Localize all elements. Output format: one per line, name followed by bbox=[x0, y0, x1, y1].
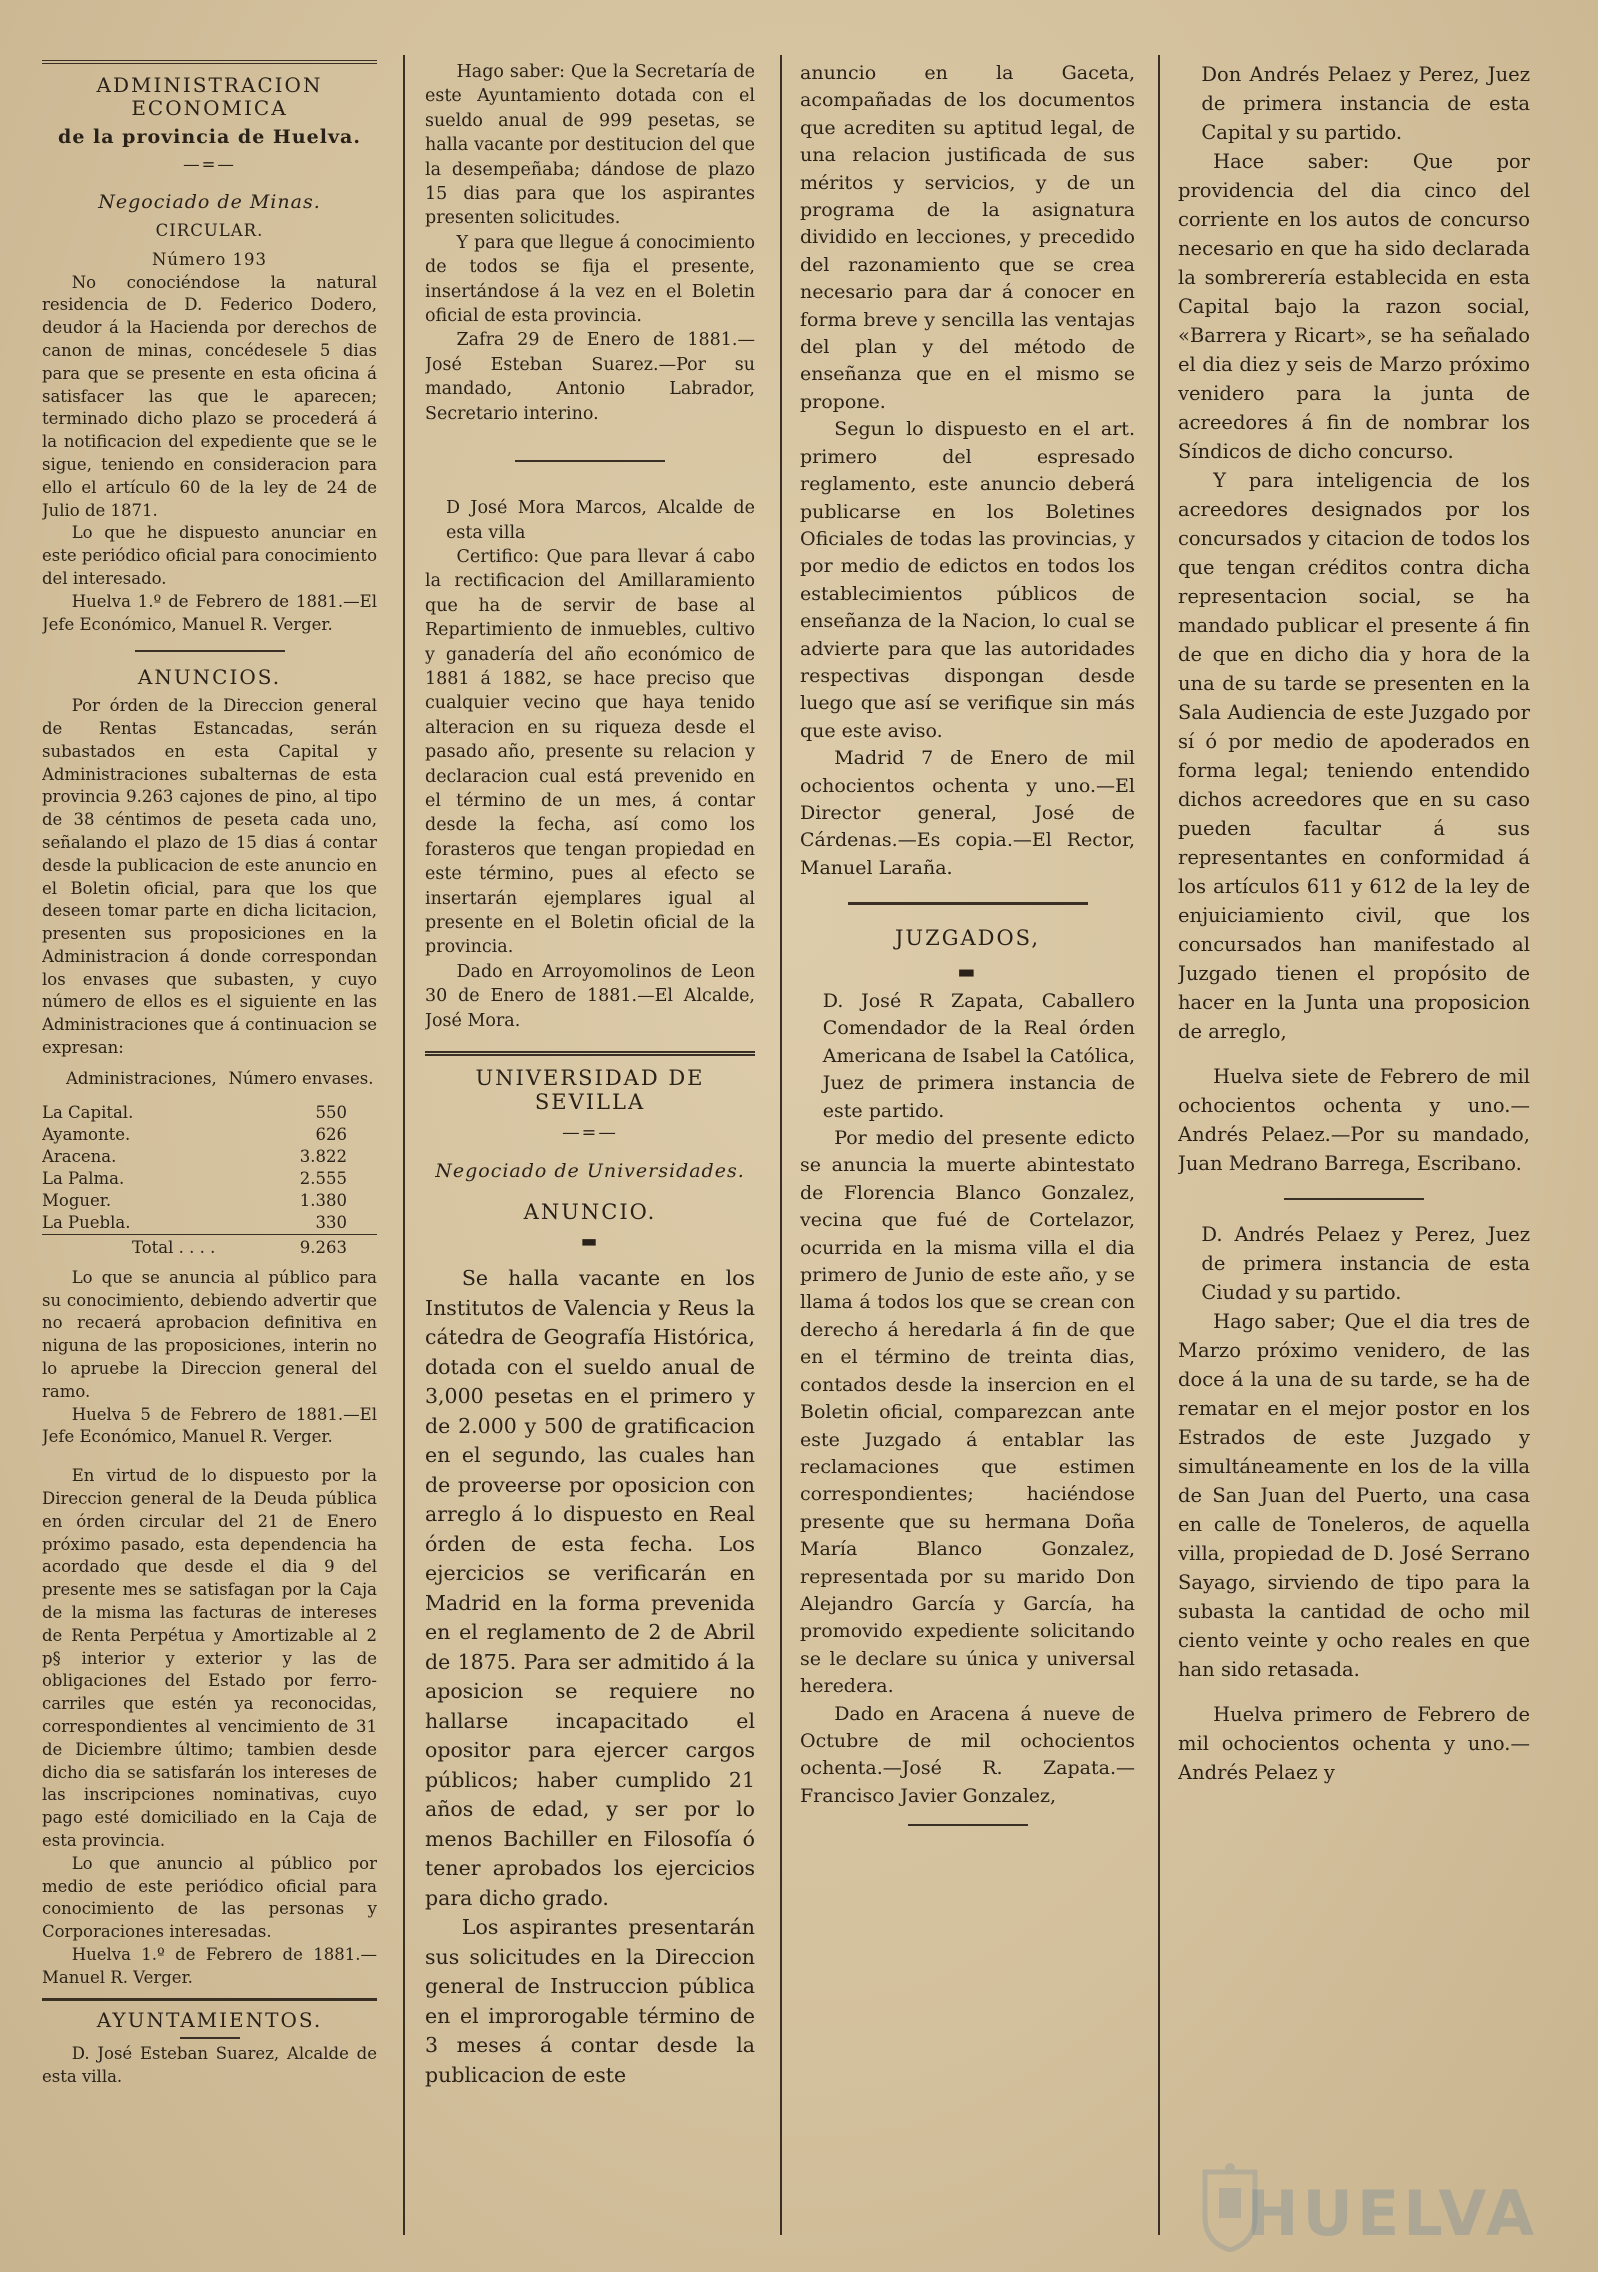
universidad-body: anuncio en la Gaceta, acompañadas de los documentos que acrediten su aptitud legal, de una relacion justificada de sus méritos y servicios, y de un programa de la asignatura dividido en lecciones, y precedido del razonamiento que se crea necesario para dar á conocer en forma breve y sencilla las ventajas del plan y del método de enseñanza que en el mismo se propone. bbox=[800, 62, 1135, 413]
juzgado-heading: Don Andrés Pelaez y Perez, Juez de primera instancia de esta Capital y su partido. bbox=[1201, 63, 1530, 144]
table-row: La Palma. 2.555 bbox=[42, 1168, 347, 1188]
column-2 bbox=[425, 60, 755, 2240]
column-rule bbox=[1158, 55, 1160, 2235]
notice-body: Certifico: Que para llevar á cabo la rectificacion del Amillaramiento que ha de servir de base al Repartimiento de inmuebles, cultivo y ganadería del año económico de 1881 á 1882, se hace preciso que cualquier vecino que haya tenido alteracion en su riqueza desde el pasado año, presente su relacion y declaracion cual está prevenido en el término de un mes, á contar desde la fecha, así como los forasteros que tengan propiedad en este término, pues al efecto se insertarán ejemplares igual al presente en el Boletin oficial de la provincia. bbox=[425, 546, 755, 958]
notice-paragraph: Hago saber: Que la Secretaría de este Ayuntamiento dotada con el sueldo anual de 999 pesetas, se halla vacante por destitucion del que la desempeñaba; dándose de plazo 15 dias para que los aspirantes presenten solicitudes. bbox=[425, 62, 755, 229]
table-row: Aracena. 3.822 bbox=[42, 1146, 347, 1166]
ornament-divider: —=— bbox=[183, 155, 236, 175]
circular-paragraph: Lo que he dispuesto anunciar en este periódico oficial para conocimiento del interesado. bbox=[42, 523, 377, 588]
universidad-body: Se halla vacante en los Institutos de Valencia y Reus la cátedra de Geografía Histórica, dotada con el sueldo anual de 3,000 pesetas en el primero y de 2.000 y 500 de gratificacion en el segundo, las cuales han de proveerse por oposicion con arreglo á lo dispuesto en Real órden de esta fecha. Los ejercicios se verificarán en Madrid en la forma prevenida en el reglamento de 2 de Abril de 1875. Para ser admitido á la aposicion se requiere no hallarse incapacitado el opositor para ejercer cargos públicos; haber cumplido 21 años de edad, y ser por lo menos Bachiller en Filosofía ó tener aprobados los ejercicios para dicho grado. bbox=[425, 1266, 755, 1910]
column-3 bbox=[800, 60, 1135, 2240]
divider bbox=[1284, 1198, 1424, 1200]
section-subtitle: de la provincia de Huelva. bbox=[58, 125, 361, 148]
circular-label: CIRCULAR. bbox=[155, 220, 264, 240]
anuncio-paragraph: Lo que se anuncia al público para su conocimiento, debiendo advertir que no recaerá aprobacion definitiva en niguna de las proposiciones, interin no lo apruebe la Direccion general del ramo. bbox=[42, 1267, 377, 1401]
juzgados-heading: JUZGADOS, bbox=[894, 926, 1040, 951]
ayuntamientos-heading: AYUNTAMIENTOS. bbox=[96, 2007, 323, 2032]
column-rule bbox=[403, 55, 405, 2235]
divider bbox=[425, 1051, 755, 1056]
circular-signature: Huelva 1.º de Febrero de 1881.—El Jefe Económico, Manuel R. Verger. bbox=[42, 591, 377, 634]
top-rule bbox=[42, 60, 377, 64]
juzgado-body: Y para inteligencia de los acreedores designados por los concursados y citacion de todos los que tengan créditos contra dicha representacion social, se ha mandado publicar el presente á fin de que en dicho dia y hora de la una de su tarde se presenten en la Sala Audiencia de este Juzgado por sí ó por medio de apoderados en forma legal; teniendo entendido dichos acreedores que en su caso pueden facultar á sus representantes en conformidad á los artículos 611 y 612 de la ley de enjuiciamiento civil, que los concursados han manifestado al Juzgado tienen el propósito de hacer en la Junta una proposicion de arreglo, bbox=[1178, 469, 1530, 1043]
juzgado-heading: D. José R Zapata, Caballero Comendador de la Real órden Americana de Isabel la Católica, Juez de primera instancia de este partido. bbox=[822, 990, 1135, 1122]
divider bbox=[42, 1998, 377, 2001]
table-row: Ayamonte. 626 bbox=[42, 1124, 347, 1144]
archive-watermark bbox=[1208, 2140, 1538, 2250]
anuncio-label: ANUNCIO. bbox=[523, 1199, 657, 1224]
divider bbox=[908, 1824, 1028, 1826]
divider bbox=[180, 2037, 240, 2039]
ornament-divider: —=— bbox=[562, 1122, 618, 1143]
juzgado-signature: Dado en Aracena á nueve de Octubre de mil ochocientos ochenta.—José R. Zapata.—Francisco Javier Gonzalez, bbox=[800, 1702, 1135, 1807]
table-row: La Capital. 550 bbox=[42, 1102, 347, 1122]
juzgado-signature: Huelva siete de Febrero de mil ochocientos ochenta y uno.—Andrés Pelaez.—Por su mandado, Juan Medrano Barrega, Escribano. bbox=[1178, 1065, 1530, 1175]
juzgado-body: Hace saber: Que por providencia del dia cinco del corriente en los autos de concurso necesario en que ha sido declarada la sombrerería establecida en esta Capital bajo la razon social, «Barrera y Ricart», se ha señalado el dia diez y seis de Marzo próximo venidero para la junta de acreedores á fin de nombrar los Síndicos de dicho concurso. bbox=[1178, 150, 1530, 463]
notice-paragraph: Y para que llegue á conocimiento de todos se fija el presente, insertándose á la vez en el Boletin oficial de esta provincia. bbox=[425, 232, 755, 327]
envases-table bbox=[42, 1068, 377, 1259]
divider bbox=[515, 460, 665, 462]
universidad-signature: Madrid 7 de Enero de mil ochocientos ochenta y uno.—El Director general, José de Cárdenas.—Es copia.—El Rector, Manuel Laraña. bbox=[800, 747, 1135, 879]
anuncio-paragraph: Lo que anuncio al público por medio de este periódico oficial para conocimiento de las personas y Corporaciones interesadas. bbox=[42, 1853, 377, 1942]
department-heading: Negociado de Minas. bbox=[98, 191, 321, 214]
universidad-heading: UNIVERSIDAD DE SEVILLA bbox=[475, 1066, 705, 1115]
divider bbox=[848, 902, 1088, 905]
juzgado-body: Por medio del presente edicto se anuncia la muerte abintestato de Florencia Blanco Gonzalez, vecina que fué de Cortelazor, ocurrida en la misma villa el dia primero de Junio de este año, y se llama á todos los que se crean con derecho á heredarla á fin de que en el término de treinta dias, contados desde la insercion en el Boletin oficial, comparezcan ante este Juzgado á entablar las reclamaciones que estimen correspondientes; haciéndose presente que su hermana Doña María Blanco Gonzalez, representada por su marido Don Alejandro García y García, ha promovido expediente solicitando se le declare su única y universal heredera. bbox=[800, 1127, 1135, 1698]
department-heading: Negociado de Universidades. bbox=[435, 1160, 745, 1183]
ornament-divider: ▬ bbox=[580, 1232, 600, 1253]
anuncio-signature: Huelva 1.º de Febrero de 1881.—Manuel R. Verger. bbox=[42, 1944, 377, 1987]
anuncios-heading: ANUNCIOS. bbox=[137, 665, 282, 690]
table-row: La Puebla. 330 bbox=[42, 1212, 347, 1232]
column-1 bbox=[42, 60, 377, 2240]
circular-body: No conociéndose la natural residencia de D. Federico Dodero, deudor á la Hacienda por derechos de canon de minas, concédesele 5 dias para que se presente en esta oficina á satisfacer las que le aparecen; terminado dicho plazo se procederá á la notificacion del expediente que se le sigue, teniendo en consideracion para ello el artículo 60 de la ley de 24 de Julio de 1871. bbox=[42, 272, 377, 520]
circular-number: Número 193 bbox=[151, 249, 268, 269]
juzgado-heading: D. Andrés Pelaez y Perez, Juez de primera instancia de esta Ciudad y su partido. bbox=[1201, 1223, 1530, 1304]
juzgado-body: Hago saber; Que el dia tres de Marzo próximo venidero, de las doce á la una de su tarde, se ha de rematar en el mejor postor en los Estrados de este Juzgado y simultáneamente en los de la villa de San Juan del Puerto, una casa en calle de Toneleros, de aquella villa, propiedad de D. José Serrano Sayago, sirviendo de tipo para la subasta la cantidad de ocho mil ciento veinte y ocho reales en que han sido retasada. bbox=[1178, 1310, 1530, 1681]
notice-heading: D José Mora Marcos, Alcalde de esta villa bbox=[446, 498, 755, 543]
table-total-row: Total . . . . 9.263 bbox=[42, 1234, 377, 1259]
table-header-number: Número envases. bbox=[228, 1068, 374, 1088]
notice-signature: Zafra 29 de Enero de 1881.—José Esteban Suarez.—Por su mandado, Antonio Labrador, Secretario interino. bbox=[425, 330, 755, 424]
column-rule bbox=[780, 55, 782, 2235]
anuncio-body: Por órden de la Direccion general de Rentas Estancadas, serán subastados en esta Capital y Administraciones subalternas de esta provincia 9.263 cajones de pino, al tipo de 38 céntimos de peseta cada uno, señalando el plazo de 15 dias á contar desde la publicacion de este anuncio en el Boletin oficial, para que los que deseen tomar parte en dicha licitacion, presenten sus proposiciones en la Administracion á donde correspondan los envases que subasten, y cuyo número de ellos es el siguiente en las Administraciones que á continuacion se expresan: bbox=[42, 696, 377, 1058]
universidad-body: Los aspirantes presentarán sus solicitudes en la Direccion general de Instruccion pública en el improrogable término de 3 meses á contar desde la publicacion de este bbox=[425, 1915, 755, 2087]
section-title: ADMINISTRACION ECONOMICA bbox=[96, 73, 323, 120]
table-row: Moguer. 1.380 bbox=[42, 1190, 347, 1210]
ornament-divider: ▬ bbox=[957, 960, 978, 983]
table-header-admin: Administraciones, bbox=[66, 1068, 217, 1088]
divider bbox=[135, 650, 285, 652]
notice-signature: Dado en Arroyomolinos de Leon 30 de Enero de 1881.—El Alcalde, José Mora. bbox=[425, 961, 755, 1031]
anuncio-body: En virtud de lo dispuesto por la Direccion general de la Deuda pública en órden circular del 21 de Enero próximo pasado, esta dependencia ha acordado que desde el dia 9 del presente mes se satisfagan por la Caja de la misma las facturas de intereses de Renta Perpétua y Amortizable al 2 p§ interior y exterior y las de obligaciones del Estado por ferro-carriles que estén ya reconocidas, correspondientes al vencimiento de 31 de Diciembre último; tambien desde dicho dia se satisfarán los intereses de las inscripciones nominativas, cuyo pago esté domiciliado en la Caja de esta provincia. bbox=[42, 1466, 377, 1850]
ayuntamiento-heading: D. José Esteban Suarez, Alcalde de esta villa. bbox=[42, 2044, 377, 2087]
column-4 bbox=[1178, 60, 1530, 2240]
juzgado-signature: Huelva primero de Febrero de mil ochocientos ochenta y uno.—Andrés Pelaez y bbox=[1178, 1703, 1530, 1784]
watermark-text: HUELVA bbox=[1246, 2177, 1538, 2250]
universidad-body: Segun lo dispuesto en el art. primero del espresado reglamento, este anuncio deberá publicarse en los Boletines Oficiales de todas las provincias, y por medio de edictos en todos los establecimientos públicos de enseñanza de la Nacion, lo cual se advierte para que las autoridades respectivas dispongan desde luego que así se verifique sin más que este aviso. bbox=[800, 418, 1135, 742]
anuncio-signature: Huelva 5 de Febrero de 1881.—El Jefe Económico, Manuel R. Verger. bbox=[42, 1404, 377, 1447]
